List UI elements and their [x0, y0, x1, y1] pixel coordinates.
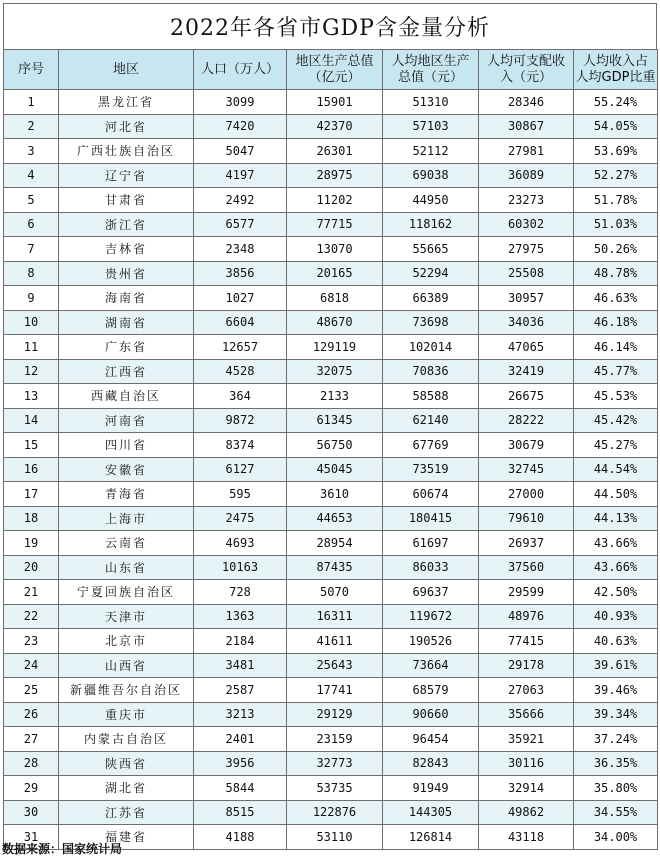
- cell-region: 河北省: [59, 114, 194, 139]
- table-row: [4, 629, 658, 654]
- table-row: [4, 335, 658, 360]
- cell-gdp-per-capita: 61697: [383, 531, 479, 556]
- cell-population: 5844: [194, 776, 287, 801]
- table-row: [4, 433, 658, 458]
- cell-ratio: 44.54%: [574, 457, 658, 482]
- table-row: [4, 408, 658, 433]
- cell-income: 37560: [479, 555, 574, 580]
- cell-region: 北京市: [59, 629, 194, 654]
- cell-region: 新疆维吾尔自治区: [59, 678, 194, 703]
- table-row: [4, 457, 658, 482]
- cell-ratio: 39.61%: [574, 653, 658, 678]
- cell-income: 30116: [479, 751, 574, 776]
- header-gdp-per-capita-line2: 总值（元）: [397, 69, 463, 85]
- cell-gdp: 53110: [287, 825, 383, 850]
- cell-income: 79610: [479, 506, 574, 531]
- gdp-table-sheet: [3, 3, 657, 850]
- cell-index: 4: [4, 163, 59, 188]
- cell-income: 49862: [479, 800, 574, 825]
- cell-index: 27: [4, 727, 59, 752]
- cell-region: 广东省: [59, 335, 194, 360]
- cell-gdp-per-capita: 69637: [383, 580, 479, 605]
- cell-ratio: 43.66%: [574, 531, 658, 556]
- cell-gdp: 44653: [287, 506, 383, 531]
- cell-region: 青海省: [59, 482, 194, 507]
- cell-ratio: 52.27%: [574, 163, 658, 188]
- cell-ratio: 55.24%: [574, 90, 658, 115]
- cell-region: 浙江省: [59, 212, 194, 237]
- cell-income: 48976: [479, 604, 574, 629]
- cell-population: 728: [194, 580, 287, 605]
- cell-income: 43118: [479, 825, 574, 850]
- cell-index: 15: [4, 433, 59, 458]
- cell-ratio: 46.14%: [574, 335, 658, 360]
- cell-population: 9872: [194, 408, 287, 433]
- cell-index: 14: [4, 408, 59, 433]
- cell-region: 湖北省: [59, 776, 194, 801]
- cell-population: 8515: [194, 800, 287, 825]
- cell-ratio: 44.13%: [574, 506, 658, 531]
- cell-population: 3481: [194, 653, 287, 678]
- cell-region: 辽宁省: [59, 163, 194, 188]
- cell-gdp: 2133: [287, 384, 383, 409]
- cell-gdp-per-capita: 126814: [383, 825, 479, 850]
- cell-population: 2492: [194, 188, 287, 213]
- cell-ratio: 46.63%: [574, 286, 658, 311]
- cell-region: 重庆市: [59, 702, 194, 727]
- cell-gdp-per-capita: 66389: [383, 286, 479, 311]
- table-row: [4, 163, 658, 188]
- cell-gdp: 28975: [287, 163, 383, 188]
- header-income-line1: 人均可支配收: [486, 53, 565, 69]
- cell-gdp: 42370: [287, 114, 383, 139]
- table-row: [4, 286, 658, 311]
- table-row: [4, 384, 658, 409]
- data-source-note: 数据来源：国家统计局: [2, 842, 123, 856]
- cell-gdp-per-capita: 102014: [383, 335, 479, 360]
- cell-ratio: 34.55%: [574, 800, 658, 825]
- header-region: 地区: [59, 50, 194, 90]
- cell-index: 8: [4, 261, 59, 286]
- cell-index: 7: [4, 237, 59, 262]
- cell-gdp: 32773: [287, 751, 383, 776]
- cell-region: 吉林省: [59, 237, 194, 262]
- cell-region: 福建省: [59, 825, 194, 850]
- cell-population: 2475: [194, 506, 287, 531]
- cell-index: 29: [4, 776, 59, 801]
- cell-ratio: 39.46%: [574, 678, 658, 703]
- header-gdp-line1: 地区生产总值: [295, 53, 374, 69]
- cell-region: 贵州省: [59, 261, 194, 286]
- cell-income: 34036: [479, 310, 574, 335]
- cell-gdp: 15901: [287, 90, 383, 115]
- cell-gdp: 122876: [287, 800, 383, 825]
- cell-income: 47065: [479, 335, 574, 360]
- cell-gdp-per-capita: 69038: [383, 163, 479, 188]
- cell-population: 4188: [194, 825, 287, 850]
- header-ratio: [574, 50, 658, 90]
- cell-region: 内蒙古自治区: [59, 727, 194, 752]
- header-row: [4, 50, 658, 90]
- cell-gdp: 61345: [287, 408, 383, 433]
- cell-income: 35921: [479, 727, 574, 752]
- cell-region: 江苏省: [59, 800, 194, 825]
- cell-gdp: 5070: [287, 580, 383, 605]
- cell-ratio: 53.69%: [574, 139, 658, 164]
- cell-income: 27000: [479, 482, 574, 507]
- cell-index: 30: [4, 800, 59, 825]
- table-row: [4, 506, 658, 531]
- cell-index: 13: [4, 384, 59, 409]
- cell-gdp: 41611: [287, 629, 383, 654]
- cell-gdp: 13070: [287, 237, 383, 262]
- cell-population: 1027: [194, 286, 287, 311]
- table-title: 2022年各省市GDP含金量分析: [3, 3, 657, 49]
- cell-index: 24: [4, 653, 59, 678]
- cell-population: 12657: [194, 335, 287, 360]
- cell-income: 29178: [479, 653, 574, 678]
- table-row: [4, 531, 658, 556]
- cell-gdp-per-capita: 44950: [383, 188, 479, 213]
- table-row: [4, 212, 658, 237]
- cell-income: 77415: [479, 629, 574, 654]
- cell-income: 26675: [479, 384, 574, 409]
- table-row: [4, 310, 658, 335]
- cell-gdp-per-capita: 57103: [383, 114, 479, 139]
- cell-region: 云南省: [59, 531, 194, 556]
- cell-income: 30867: [479, 114, 574, 139]
- table-row: [4, 702, 658, 727]
- cell-gdp: 28954: [287, 531, 383, 556]
- table-row: [4, 359, 658, 384]
- cell-gdp-per-capita: 119672: [383, 604, 479, 629]
- cell-population: 6604: [194, 310, 287, 335]
- cell-ratio: 45.27%: [574, 433, 658, 458]
- table-body: [4, 90, 658, 850]
- cell-ratio: 45.77%: [574, 359, 658, 384]
- cell-ratio: 40.63%: [574, 629, 658, 654]
- table-row: [4, 653, 658, 678]
- header-income-line2: 入（元）: [499, 69, 552, 85]
- cell-gdp-per-capita: 52294: [383, 261, 479, 286]
- header-gdp-per-capita-line1: 人均地区生产: [391, 53, 470, 69]
- cell-population: 4528: [194, 359, 287, 384]
- cell-index: 12: [4, 359, 59, 384]
- cell-gdp-per-capita: 73698: [383, 310, 479, 335]
- cell-gdp: 6818: [287, 286, 383, 311]
- cell-gdp-per-capita: 68579: [383, 678, 479, 703]
- cell-income: 25508: [479, 261, 574, 286]
- cell-index: 20: [4, 555, 59, 580]
- cell-index: 23: [4, 629, 59, 654]
- cell-index: 10: [4, 310, 59, 335]
- cell-gdp-per-capita: 73519: [383, 457, 479, 482]
- cell-gdp: 32075: [287, 359, 383, 384]
- table-row: [4, 555, 658, 580]
- cell-population: 3099: [194, 90, 287, 115]
- cell-region: 江西省: [59, 359, 194, 384]
- cell-index: 31: [4, 825, 59, 850]
- cell-index: 9: [4, 286, 59, 311]
- table-row: [4, 776, 658, 801]
- table-row: [4, 604, 658, 629]
- cell-gdp-per-capita: 96454: [383, 727, 479, 752]
- cell-income: 28222: [479, 408, 574, 433]
- cell-region: 黑龙江省: [59, 90, 194, 115]
- cell-income: 27975: [479, 237, 574, 262]
- cell-income: 23273: [479, 188, 574, 213]
- cell-population: 10163: [194, 555, 287, 580]
- cell-gdp: 53735: [287, 776, 383, 801]
- cell-region: 西藏自治区: [59, 384, 194, 409]
- cell-index: 25: [4, 678, 59, 703]
- cell-ratio: 39.34%: [574, 702, 658, 727]
- cell-region: 河南省: [59, 408, 194, 433]
- cell-income: 35666: [479, 702, 574, 727]
- cell-gdp-per-capita: 91949: [383, 776, 479, 801]
- cell-index: 16: [4, 457, 59, 482]
- header-gdp-per-capita: [383, 50, 479, 90]
- cell-gdp-per-capita: 86033: [383, 555, 479, 580]
- table-row: [4, 237, 658, 262]
- cell-index: 17: [4, 482, 59, 507]
- cell-index: 22: [4, 604, 59, 629]
- cell-population: 8374: [194, 433, 287, 458]
- header-ratio-line2: 人均GDP比重: [575, 69, 656, 85]
- cell-gdp-per-capita: 62140: [383, 408, 479, 433]
- cell-ratio: 46.18%: [574, 310, 658, 335]
- cell-ratio: 51.78%: [574, 188, 658, 213]
- cell-gdp-per-capita: 118162: [383, 212, 479, 237]
- cell-population: 5047: [194, 139, 287, 164]
- cell-region: 宁夏回族自治区: [59, 580, 194, 605]
- table-row: [4, 727, 658, 752]
- cell-ratio: 45.42%: [574, 408, 658, 433]
- table-row: [4, 139, 658, 164]
- table-row: [4, 261, 658, 286]
- cell-income: 30957: [479, 286, 574, 311]
- table-row: [4, 751, 658, 776]
- header-income: [479, 50, 574, 90]
- cell-gdp: 23159: [287, 727, 383, 752]
- cell-population: 2401: [194, 727, 287, 752]
- cell-ratio: 36.35%: [574, 751, 658, 776]
- cell-gdp: 45045: [287, 457, 383, 482]
- cell-region: 广西壮族自治区: [59, 139, 194, 164]
- cell-gdp: 25643: [287, 653, 383, 678]
- cell-ratio: 54.05%: [574, 114, 658, 139]
- gdp-table: [3, 49, 658, 850]
- cell-population: 364: [194, 384, 287, 409]
- cell-gdp-per-capita: 180415: [383, 506, 479, 531]
- cell-gdp-per-capita: 52112: [383, 139, 479, 164]
- table-row: [4, 482, 658, 507]
- cell-income: 32419: [479, 359, 574, 384]
- cell-gdp-per-capita: 73664: [383, 653, 479, 678]
- cell-gdp-per-capita: 90660: [383, 702, 479, 727]
- cell-income: 30679: [479, 433, 574, 458]
- cell-index: 2: [4, 114, 59, 139]
- header-index: 序号: [4, 50, 59, 90]
- cell-population: 6127: [194, 457, 287, 482]
- cell-gdp-per-capita: 55665: [383, 237, 479, 262]
- cell-gdp: 77715: [287, 212, 383, 237]
- cell-gdp-per-capita: 60674: [383, 482, 479, 507]
- cell-gdp: 26301: [287, 139, 383, 164]
- cell-ratio: 44.50%: [574, 482, 658, 507]
- cell-gdp: 48670: [287, 310, 383, 335]
- cell-ratio: 51.03%: [574, 212, 658, 237]
- cell-region: 山西省: [59, 653, 194, 678]
- cell-ratio: 42.50%: [574, 580, 658, 605]
- cell-population: 3856: [194, 261, 287, 286]
- cell-gdp-per-capita: 70836: [383, 359, 479, 384]
- cell-income: 60302: [479, 212, 574, 237]
- cell-gdp-per-capita: 51310: [383, 90, 479, 115]
- cell-gdp-per-capita: 82843: [383, 751, 479, 776]
- cell-population: 6577: [194, 212, 287, 237]
- cell-income: 27981: [479, 139, 574, 164]
- table-row: [4, 90, 658, 115]
- header-population: 人口（万人）: [194, 50, 287, 90]
- cell-index: 5: [4, 188, 59, 213]
- cell-income: 29599: [479, 580, 574, 605]
- cell-ratio: 40.93%: [574, 604, 658, 629]
- table-row: [4, 678, 658, 703]
- cell-region: 安徽省: [59, 457, 194, 482]
- cell-ratio: 35.80%: [574, 776, 658, 801]
- cell-gdp: 3610: [287, 482, 383, 507]
- cell-ratio: 50.26%: [574, 237, 658, 262]
- header-gdp: [287, 50, 383, 90]
- table-row: [4, 800, 658, 825]
- cell-population: 2184: [194, 629, 287, 654]
- cell-income: 36089: [479, 163, 574, 188]
- cell-population: 3956: [194, 751, 287, 776]
- cell-ratio: 48.78%: [574, 261, 658, 286]
- cell-gdp-per-capita: 144305: [383, 800, 479, 825]
- cell-ratio: 43.66%: [574, 555, 658, 580]
- cell-region: 甘肃省: [59, 188, 194, 213]
- cell-gdp: 17741: [287, 678, 383, 703]
- cell-population: 4693: [194, 531, 287, 556]
- cell-region: 陕西省: [59, 751, 194, 776]
- cell-income: 27063: [479, 678, 574, 703]
- cell-index: 1: [4, 90, 59, 115]
- cell-region: 海南省: [59, 286, 194, 311]
- table-row: [4, 114, 658, 139]
- cell-gdp-per-capita: 190526: [383, 629, 479, 654]
- cell-index: 6: [4, 212, 59, 237]
- cell-income: 32745: [479, 457, 574, 482]
- cell-gdp-per-capita: 67769: [383, 433, 479, 458]
- cell-region: 天津市: [59, 604, 194, 629]
- table-row: [4, 580, 658, 605]
- header-ratio-line1: 人均收入占: [582, 53, 648, 69]
- cell-ratio: 37.24%: [574, 727, 658, 752]
- cell-gdp: 11202: [287, 188, 383, 213]
- cell-region: 上海市: [59, 506, 194, 531]
- header-gdp-line2: （亿元）: [308, 69, 361, 85]
- cell-income: 28346: [479, 90, 574, 115]
- cell-population: 3213: [194, 702, 287, 727]
- cell-population: 595: [194, 482, 287, 507]
- cell-gdp: 16311: [287, 604, 383, 629]
- cell-region: 湖南省: [59, 310, 194, 335]
- table-row: [4, 188, 658, 213]
- cell-population: 2348: [194, 237, 287, 262]
- cell-index: 28: [4, 751, 59, 776]
- cell-region: 山东省: [59, 555, 194, 580]
- cell-gdp: 87435: [287, 555, 383, 580]
- cell-population: 7420: [194, 114, 287, 139]
- cell-region: 四川省: [59, 433, 194, 458]
- cell-gdp-per-capita: 58588: [383, 384, 479, 409]
- cell-income: 32914: [479, 776, 574, 801]
- cell-ratio: 34.00%: [574, 825, 658, 850]
- cell-index: 11: [4, 335, 59, 360]
- cell-index: 26: [4, 702, 59, 727]
- cell-population: 1363: [194, 604, 287, 629]
- cell-index: 18: [4, 506, 59, 531]
- cell-gdp: 20165: [287, 261, 383, 286]
- cell-gdp: 29129: [287, 702, 383, 727]
- cell-gdp: 129119: [287, 335, 383, 360]
- cell-ratio: 45.53%: [574, 384, 658, 409]
- cell-index: 3: [4, 139, 59, 164]
- cell-population: 2587: [194, 678, 287, 703]
- cell-gdp: 56750: [287, 433, 383, 458]
- cell-index: 19: [4, 531, 59, 556]
- cell-index: 21: [4, 580, 59, 605]
- cell-population: 4197: [194, 163, 287, 188]
- cell-income: 26937: [479, 531, 574, 556]
